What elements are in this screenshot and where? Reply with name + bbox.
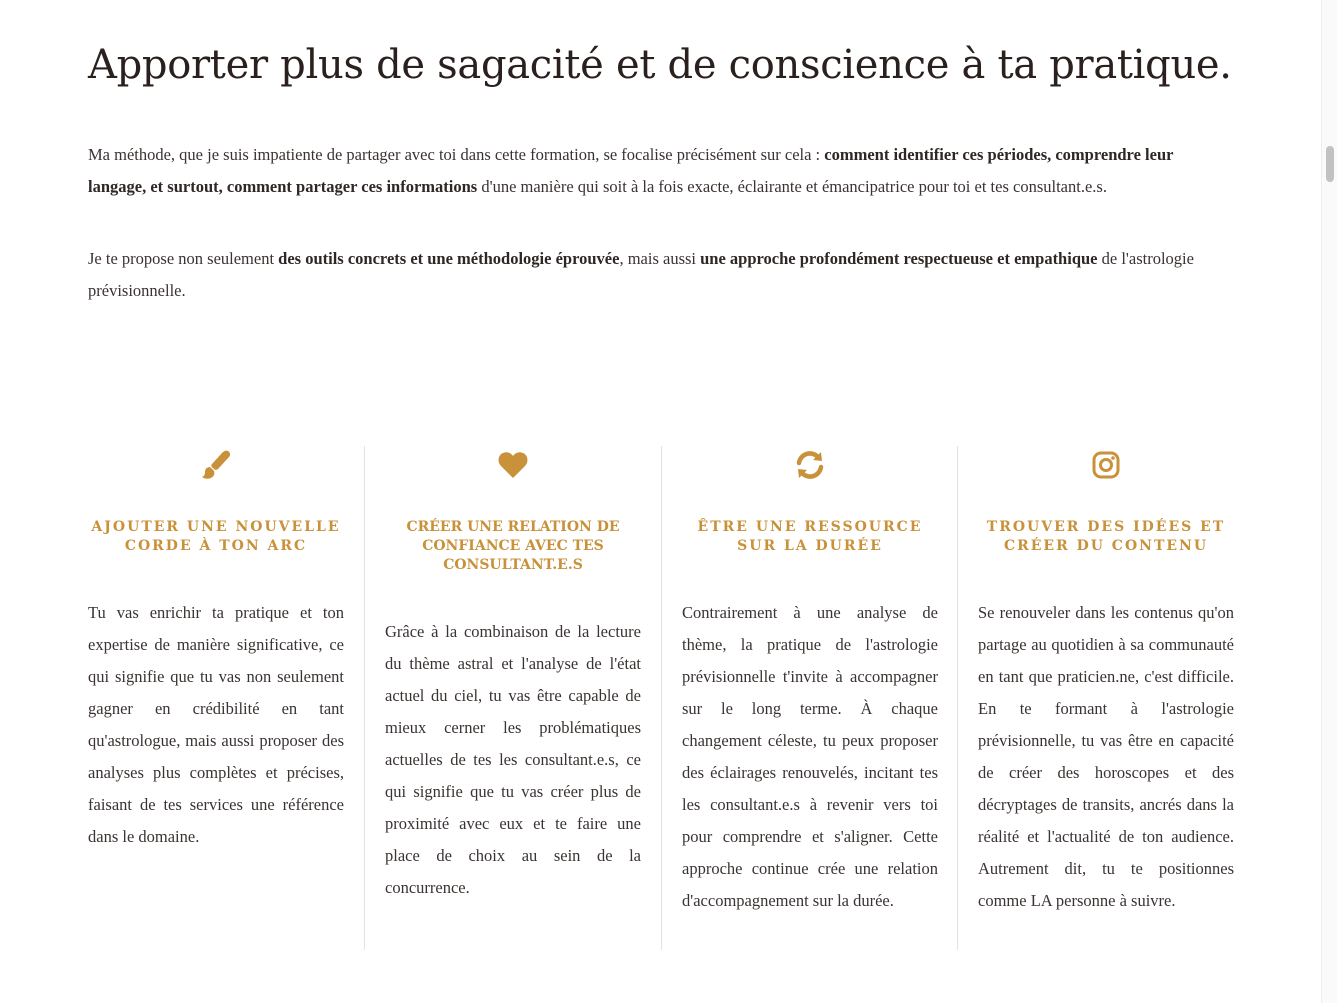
intro-p2-bold-2: une approche profondément respectueuse et empathique [700,249,1098,268]
feature-body-3: Contrairement à une analyse de thème, la pratique de l'astrologie prévisionnelle t'invite à accompagner sur le long terme. À chaque changement céleste, tu peux proposer des éclairages renouvelés, incitant tes les consultant.e.s à revenir vers toi pour comprendre et s'aligner. Cette approche continue crée une relation d'accompagnement sur la durée. [682,603,938,910]
page-title: Apporter plus de sagacité et de conscience à ta pratique. [88,42,1232,88]
intro-p1-bold-1: comment identifier ces périodes, comprendre leur langage, et surtout, comment partager ces informations [88,145,1174,196]
feature-title-2: CRÉER UNE RELATION DE CONFIANCE AVEC TES CONSULTANT.E.S [406,519,620,573]
feature-body-4: Se renouveler dans les contenus qu'on partage au quotidien à sa communauté en tant que praticien.ne, c'est difficile. En te formant à l'astrologie prévisionnelle, tu vas être en capacité de créer des horoscopes et des décryptages de transits, ancrés dans la réalité et l'actualité de ton audience. Autrement dit, tu te positionnes comme LA personne à suivre. [978,603,1234,910]
paintbrush-icon [201,449,231,481]
feature-column-4 [957,446,1254,950]
refresh-icon [795,450,825,480]
feature-title-3: ÊTRE UNE RESSOURCE SUR LA DURÉE [697,519,923,554]
vertical-scrollbar[interactable] [1321,0,1337,1003]
feature-title-1: AJOUTER UNE NOUVELLE CORDE À TON ARC [91,519,341,554]
feature-column-1 [88,446,364,950]
heart-icon [498,451,528,479]
intro-p1-text-2: d'une manière qui soit à la fois exacte, éclairante et émancipatrice pour toi et tes consultant.e.s. [477,177,1107,196]
feature-body-1: Tu vas enrichir ta pratique et ton expertise de manière significative, ce qui signifie que tu vas non seulement gagner en crédibilité en tant qu'astrologue, mais aussi proposer des analyses plus complètes et précises, faisant de tes services une référence dans le domaine. [88,603,344,846]
intro-paragraph-2 [88,243,1234,307]
feature-column-3 [661,446,958,950]
feature-title-4: TROUVER DES IDÉES ET CRÉER DU CONTENU [986,519,1226,554]
intro-p2-text-1: Je te propose non seulement [88,249,279,268]
intro-p1-text-1: Ma méthode, que je suis impatiente de partager avec toi dans cette formation, se focalise précisément sur cela : [88,145,825,164]
intro-paragraph-1 [88,139,1234,203]
intro-p2-text-2: , mais aussi [619,249,701,268]
instagram-icon [1092,451,1120,479]
feature-body-2: Grâce à la combinaison de la lecture du thème astral et l'analyse de l'état actuel du ciel, tu vas être capable de mieux cerner les problématiques actuelles de tes les consultant.e.s, ce qui signifie que tu vas créer plus de proximité avec eux et te faire une place de choix au sein de la concurrence. [385,622,641,897]
intro-p2-text-3: de l'astrologie prévisionnelle. [88,249,1194,300]
scrollbar-thumb[interactable] [1326,146,1334,182]
intro-p2-bold-1: des outils concrets et une méthodologie éprouvée [278,249,620,268]
feature-column-2 [364,446,661,950]
